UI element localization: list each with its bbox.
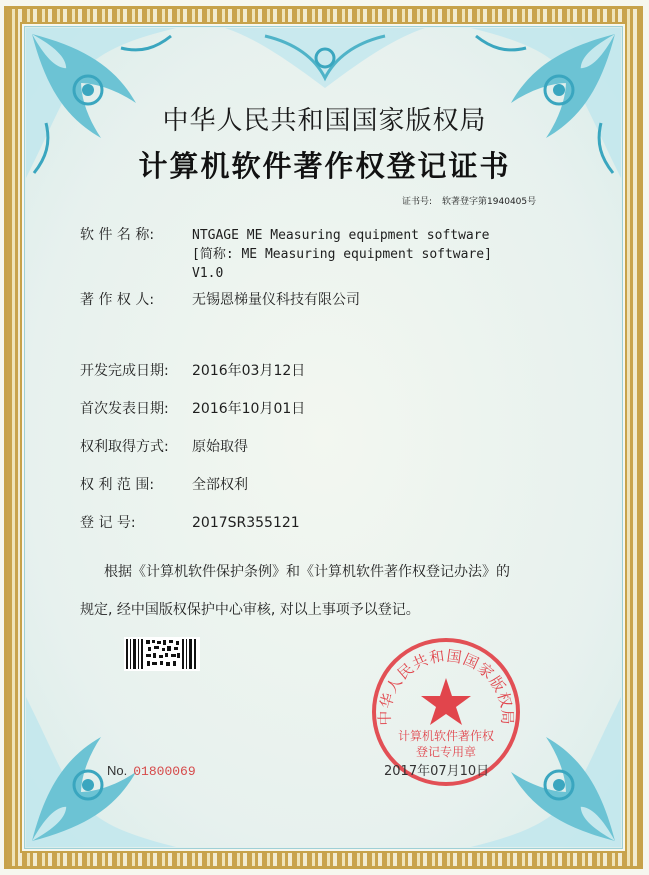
field-label: 开发完成日期: — [80, 363, 169, 379]
field-first-publish-date — [80, 400, 305, 419]
software-name-line: NTGAGE ME Measuring equipment software — [192, 228, 490, 243]
field-completion-date — [80, 362, 305, 381]
statement-line-1: 根据《计算机软件保护条例》和《计算机软件著作权登记办法》的 — [104, 564, 510, 580]
field-label: 软 件 名 称: — [80, 227, 155, 243]
field-value: 2017SR355121 — [192, 515, 300, 531]
software-short-name-line: [简称: ME Measuring equipment software] — [192, 247, 492, 262]
certificate-serial — [107, 763, 196, 779]
field-label: 权 利 范 围: — [80, 477, 155, 493]
field-value: 2016年03月12日 — [192, 363, 306, 379]
field-label: 权利取得方式: — [80, 439, 169, 455]
seal-date: 2017年07月10日 — [384, 764, 490, 779]
field-label: 著 作 权 人: — [80, 292, 155, 308]
field-value: 无锡恩梯量仪科技有限公司 — [192, 292, 360, 308]
field-rights-scope — [80, 476, 248, 495]
field-acquisition-method — [80, 438, 248, 457]
certificate-title: 计算机软件著作权登记证书 — [138, 149, 511, 183]
software-version-line: V1.0 — [192, 266, 224, 281]
field-value: 原始取得 — [192, 439, 248, 455]
field-value — [192, 226, 492, 283]
seal-inner-line-2: 登记专用章 — [415, 745, 477, 759]
seal-ring-text: 中华人民共和国国家版权局 — [375, 646, 517, 726]
issuing-authority: 中华人民共和国国家版权局 — [162, 106, 487, 136]
field-registration-number — [80, 514, 300, 533]
field-label: 登 记 号: — [80, 515, 136, 531]
field-software-name — [80, 226, 492, 283]
serial-number: 01800069 — [133, 764, 196, 779]
field-value: 2016年10月01日 — [192, 401, 306, 417]
certificate-number-value: 软著登字第1940405号 — [442, 197, 537, 207]
top-center-ornament-icon — [225, 28, 425, 98]
statement-line-2: 规定, 经中国版权保护中心审核, 对以上事项予以登记。 — [80, 602, 420, 618]
serial-prefix: No. — [107, 763, 128, 778]
field-label: 首次发表日期: — [80, 401, 169, 417]
seal-inner-line-1: 计算机软件著作权 — [397, 729, 495, 743]
certificate-number-label: 证书号: — [402, 197, 433, 207]
field-copyright-owner — [80, 291, 360, 310]
field-value: 全部权利 — [192, 477, 248, 493]
certificate-number — [402, 194, 536, 207]
qr-barcode-icon — [124, 637, 200, 671]
